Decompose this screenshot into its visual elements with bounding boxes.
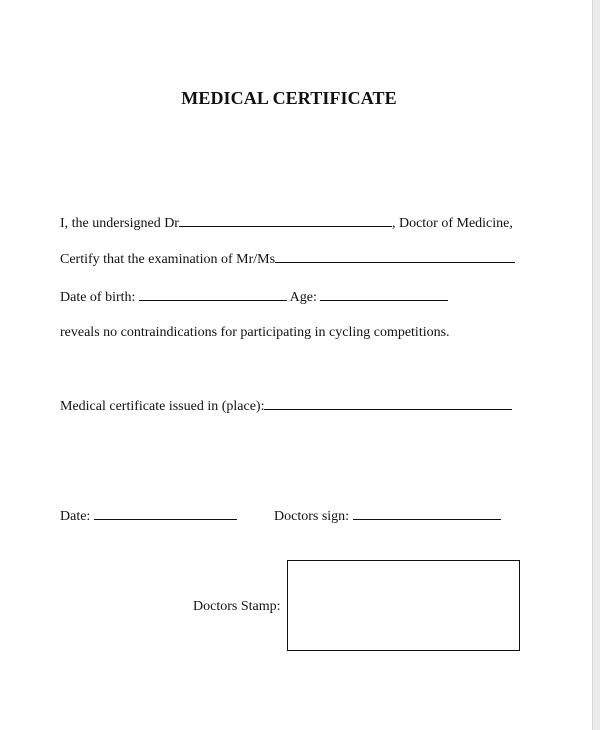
doctor-sign-label: Doctors sign: <box>274 509 350 524</box>
dob-field[interactable] <box>139 288 287 301</box>
doctor-stamp-box[interactable] <box>287 560 520 651</box>
dob-label: Date of birth: <box>60 290 136 305</box>
doctor-name-field[interactable] <box>179 214 392 227</box>
examination-line <box>60 250 515 269</box>
dob-age-line <box>60 288 448 307</box>
doctor-of-medicine-label: , Doctor of Medicine, <box>391 216 513 231</box>
date-field[interactable] <box>94 507 237 520</box>
doctor-sign-field[interactable] <box>353 507 501 520</box>
doctor-sign-line <box>274 507 501 526</box>
issued-place-field[interactable] <box>264 397 512 410</box>
issued-place-line <box>60 397 512 416</box>
doctor-stamp-label: Doctors Stamp: <box>193 599 281 614</box>
date-label: Date: <box>60 509 91 524</box>
contraindications-line: reveals no contraindications for participating in cycling competitions. <box>60 325 450 340</box>
undersigned-label: I, the undersigned Dr <box>60 216 179 231</box>
date-line <box>60 507 237 526</box>
issued-place-label: Medical certificate issued in (place): <box>60 399 265 414</box>
age-label: Age: <box>289 290 317 305</box>
patient-name-field[interactable] <box>275 250 515 263</box>
page-title: MEDICAL CERTIFICATE <box>181 88 397 108</box>
undersigned-line <box>60 214 513 233</box>
examination-label: Certify that the examination of Mr/Ms <box>60 252 276 267</box>
age-field[interactable] <box>320 288 448 301</box>
